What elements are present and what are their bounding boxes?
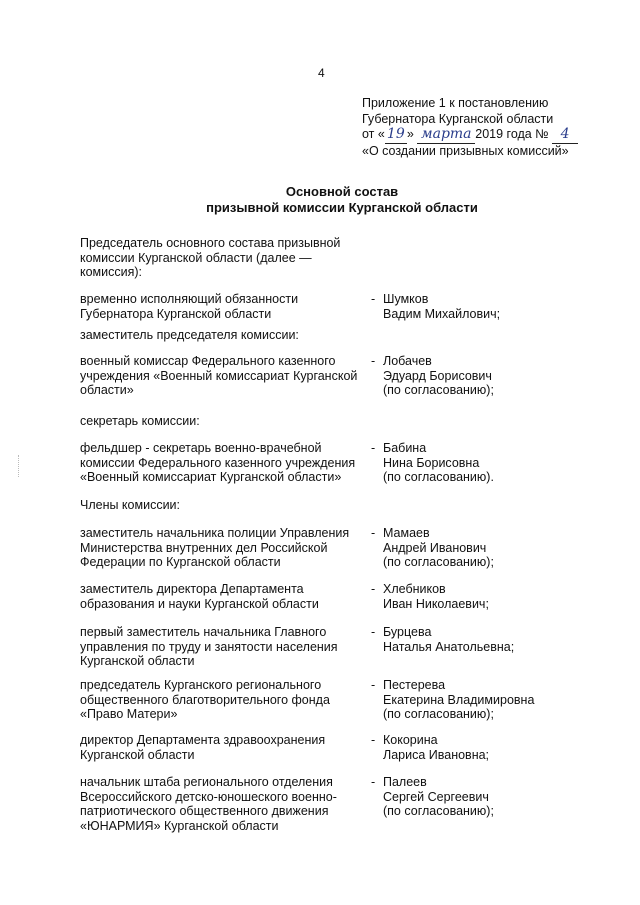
handwritten-number: 4 — [552, 127, 578, 144]
surname-text: Мамаев — [383, 526, 430, 540]
position-line: «ЮНАРМИЯ» Курганской области — [80, 818, 279, 833]
person-detail: Наталья Анатольевна; — [383, 639, 515, 654]
entry-person — [371, 292, 611, 321]
date-mid: » — [406, 127, 414, 141]
person-surname — [371, 625, 611, 640]
entry-person — [371, 733, 611, 762]
surname-text: Пестерева — [383, 678, 446, 692]
entry-position — [80, 292, 370, 321]
position-line: председатель Курганского регионального — [80, 678, 322, 692]
dash: - — [371, 441, 376, 455]
surname-text: Кокорина — [383, 733, 438, 747]
position-line: управления по труду и занятости населения — [80, 639, 338, 654]
entry-position — [80, 775, 370, 833]
person-detail: Нина Борисовна — [383, 455, 480, 470]
position-line: Члены комиссии: — [80, 498, 181, 512]
dash: - — [371, 678, 376, 692]
entry-position — [80, 678, 370, 722]
position-line: военный комиссар Федерального казенного — [80, 354, 336, 368]
surname-text: Лобачев — [383, 354, 432, 368]
dash: - — [371, 733, 376, 747]
title-line-1: Основной состав — [285, 184, 399, 199]
date-prefix: от « — [362, 127, 385, 141]
person-detail: Андрей Иванович — [383, 540, 487, 555]
margin-mark — [18, 455, 23, 477]
position-line: временно исполняющий обязанности — [80, 292, 299, 306]
entry-person — [371, 441, 611, 485]
entry-position — [80, 625, 370, 669]
person-detail: (по согласованию); — [383, 555, 494, 569]
position-line: секретарь комиссии: — [80, 414, 200, 428]
appendix-line-4: «О создании призывных комиссий» — [362, 143, 569, 158]
dash: - — [371, 354, 376, 368]
surname-text: Палеев — [383, 775, 427, 789]
person-detail: (по согласованию); — [383, 707, 494, 721]
dash: - — [371, 526, 376, 540]
position-line: Министерства внутренних дел Российской — [80, 540, 328, 555]
position-line: области» — [80, 383, 134, 397]
person-surname — [371, 441, 611, 456]
surname-text: Хлебников — [383, 582, 446, 596]
position-line: Федерации по Курганской области — [80, 555, 281, 569]
position-line: Губернатора Курганской области — [80, 306, 272, 321]
handwritten-month: марта — [417, 127, 475, 144]
position-line: Курганской области — [80, 654, 195, 668]
position-line: начальник штаба регионального отделения — [80, 775, 333, 789]
entry-person — [371, 625, 611, 654]
person-surname — [371, 292, 611, 307]
document-title — [0, 184, 640, 216]
position-line: комиссия): — [80, 265, 143, 279]
position-line: общественного благотворительного фонда — [80, 692, 330, 707]
position-line: образования и науки Курганской области — [80, 596, 319, 611]
entry-position — [80, 414, 370, 429]
person-detail: (по согласованию); — [383, 383, 494, 397]
position-line: Курганской области — [80, 747, 195, 762]
entry-person — [371, 526, 611, 570]
surname-text: Бабина — [383, 441, 427, 455]
entry-position — [80, 582, 370, 611]
position-line: заместитель директора Департамента — [80, 582, 304, 596]
year-text: 2019 года № — [475, 127, 549, 141]
position-line: «Военный комиссариат Курганской области» — [80, 470, 342, 484]
position-line: первый заместитель начальника Главного — [80, 625, 327, 639]
position-line: учреждения «Военный комиссариат Курганской — [80, 368, 358, 383]
entry-position — [80, 526, 370, 570]
position-line: Всероссийского детско-юношеского военно- — [80, 789, 337, 804]
entry-position — [80, 236, 370, 280]
person-detail: (по согласованию). — [383, 470, 494, 484]
dash: - — [371, 582, 376, 596]
entry-position — [80, 733, 370, 762]
position-line: фельдшер - секретарь военно-врачебной — [80, 441, 322, 455]
person-detail: Иван Николаевич; — [383, 596, 489, 611]
surname-text: Бурцева — [383, 625, 432, 639]
entry-position — [80, 498, 370, 513]
person-detail: Эдуард Борисович — [383, 368, 492, 383]
handwritten-day: 19 — [385, 127, 407, 144]
position-line: заместитель председателя комиссии: — [80, 328, 299, 342]
position-line: Председатель основного состава призывной — [80, 236, 341, 250]
position-line: комиссии Курганской области (далее — — [80, 250, 312, 265]
dash: - — [371, 625, 376, 639]
entry-person — [371, 775, 611, 819]
person-surname — [371, 678, 611, 693]
position-line: комиссии Федерального казенного учреждения — [80, 455, 356, 470]
person-surname — [371, 526, 611, 541]
entry-person — [371, 582, 611, 611]
person-detail: Лариса Ивановна; — [383, 747, 490, 762]
person-detail: (по согласованию); — [383, 804, 494, 818]
person-surname — [371, 354, 611, 369]
dash: - — [371, 775, 376, 789]
person-surname — [371, 733, 611, 748]
person-detail: Вадим Михайлович; — [383, 306, 501, 321]
page-number: 4 — [318, 66, 325, 80]
dash: - — [371, 292, 376, 306]
appendix-line-2: Губернатора Курганской области — [362, 111, 554, 126]
entry-position — [80, 328, 370, 343]
position-line: директор Департамента здравоохранения — [80, 733, 326, 747]
entry-person — [371, 354, 611, 398]
person-surname — [371, 582, 611, 597]
person-detail: Екатерина Владимировна — [383, 692, 535, 707]
position-line: «Право Матери» — [80, 707, 178, 721]
person-surname — [371, 775, 611, 790]
title-line-2: призывной комиссии Курганской области — [206, 200, 478, 215]
appendix-date-line — [362, 127, 578, 144]
appendix-line-1: Приложение 1 к постановлению — [362, 96, 549, 110]
entry-position — [80, 441, 370, 485]
position-line: заместитель начальника полиции Управления — [80, 526, 350, 540]
entry-person — [371, 678, 611, 722]
position-line: патриотического общественного движения — [80, 804, 329, 818]
appendix-block — [362, 96, 578, 159]
entry-position — [80, 354, 370, 398]
person-detail: Сергей Сергеевич — [383, 789, 489, 804]
surname-text: Шумков — [383, 292, 429, 306]
